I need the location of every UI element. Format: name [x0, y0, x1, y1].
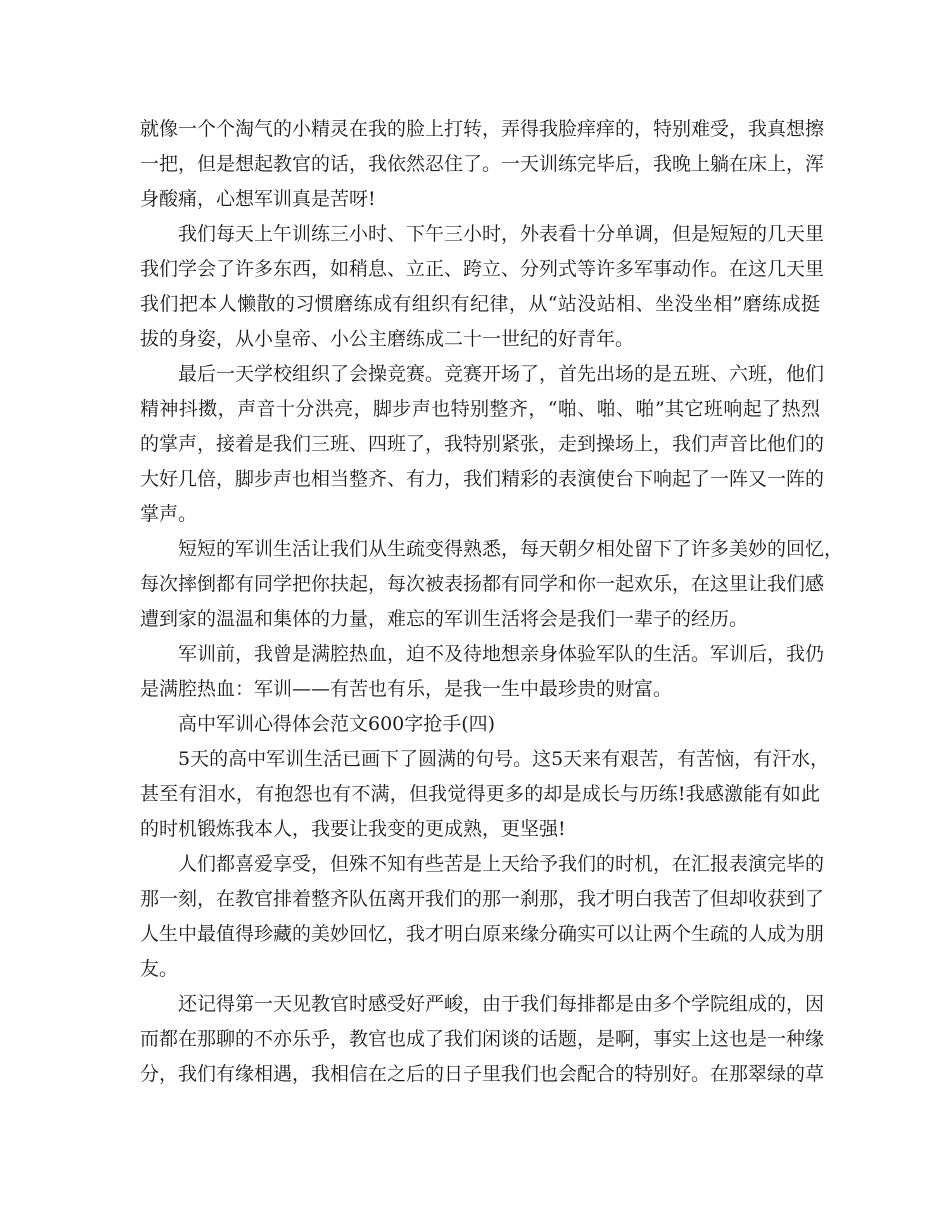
- paragraph-first-line: 高中军训心得体会范文600字抢手(四): [178, 713, 496, 735]
- text-line: 而都在那聊的不亦乐乎，教官也成了我们闲谈的话题，是啊，事实上这也是一种缘: [140, 1028, 825, 1050]
- paragraph-first-line: 人们都喜爱享受，但殊不知有些苦是上天给予我们的时机，在汇报表演完毕的: [178, 853, 825, 875]
- text-line: 精神抖擞，声音十分洪亮，脚步声也特别整齐，“啪、啪、啪”其它班响起了热烈: [140, 398, 820, 420]
- text-line: 分，我们有缘相遇，我相信在之后的日子里我们也会配合的特别好。在那翠绿的草: [140, 1063, 825, 1085]
- paragraph-first-line: 最后一天学校组织了会操竞赛。竞赛开场了，首先出场的是五班、六班，他们: [178, 363, 825, 385]
- paragraph-first-line: 我们每天上午训练三小时、下午三小时，外表看十分单调，但是短短的几天里: [178, 223, 825, 245]
- text-line: 身酸痛，心想军训真是苦呀!: [140, 188, 376, 210]
- text-line: 一把，但是想起教官的话，我依然忍住了。一天训练完毕后，我晚上躺在床上，浑: [140, 153, 825, 175]
- paragraph-first-line: 军训前，我曾是满腔热血，迫不及待地想亲身体验军队的生活。军训后，我仍: [178, 643, 825, 665]
- text-line: 每次摔倒都有同学把你扶起，每次被表扬都有同学和你一起欢乐，在这里让我们感: [140, 573, 825, 595]
- text-line: 那一刻，在教官排着整齐队伍离开我们的那一刹那，我才明白我苦了但却收获到了: [140, 888, 825, 910]
- paragraph-first-line: 还记得第一天见教官时感受好严峻，由于我们每排都是由多个学院组成的，因: [178, 993, 825, 1015]
- paragraph-first-line: 短短的军训生活让我们从生疏变得熟悉，每天朝夕相处留下了许多美妙的回忆，: [178, 538, 844, 560]
- paragraph-first-line: 5天的高中军训生活已画下了圆满的句号。这5天来有艰苦，有苦恼，有汗水，: [178, 748, 830, 770]
- text-line: 我们把本人懒散的习惯磨练成有组织有纪律，从“站没站相、坐没坐相”磨练成挺: [140, 293, 820, 315]
- text-line: 遭到家的温温和集体的力量，难忘的军训生活将会是我们一辈子的经历。: [140, 608, 749, 630]
- text-line: 就像一个个淘气的小精灵在我的脸上打转，弄得我脸痒痒的，特别难受，我真想擦: [140, 118, 825, 140]
- text-line: 是满腔热血：军训——有苦也有乐，是我一生中最珍贵的财富。: [140, 678, 673, 700]
- text-line: 大好几倍，脚步声也相当整齐、有力，我们精彩的表演使台下响起了一阵又一阵的: [140, 468, 825, 490]
- text-line: 的时机锻炼我本人，我要让我变的更成熟，更坚强!: [140, 818, 566, 840]
- text-line: 我们学会了许多东西，如稍息、立正、跨立、分列式等许多军事动作。在这几天里: [140, 258, 825, 280]
- text-line: 掌声。: [140, 503, 198, 525]
- text-line: 拔的身姿，从小皇帝、小公主磨练成二十一世纪的好青年。: [140, 328, 635, 350]
- text-line: 人生中最值得珍藏的美妙回忆，我才明白原来缘分确实可以让两个生疏的人成为朋: [140, 923, 825, 945]
- text-line: 友。: [140, 958, 179, 980]
- text-line: 的掌声，接着是我们三班、四班了，我特别紧张，走到操场上，我们声音比他们的: [140, 433, 825, 455]
- body-text: [140, 112, 844, 1092]
- text-line: 甚至有泪水，有抱怨也有不满，但我觉得更多的却是成长与历练!我感激能有如此: [140, 783, 820, 805]
